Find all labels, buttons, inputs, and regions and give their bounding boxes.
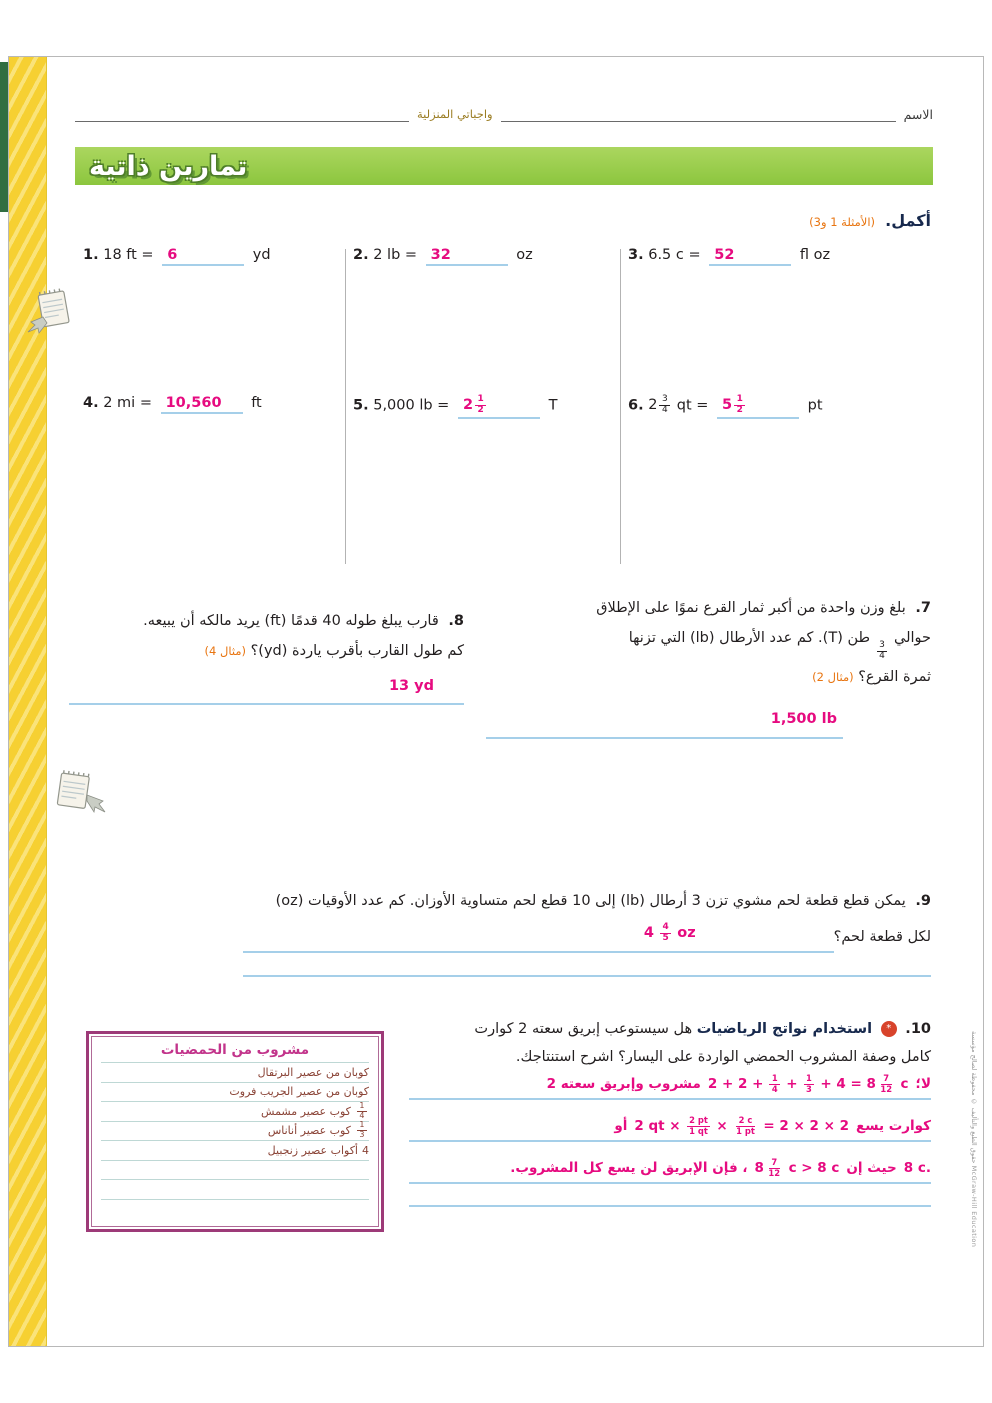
denominator: 1 pt: [736, 1125, 755, 1136]
recipe-item-text: كوبان من عصير الجريب فروت: [229, 1085, 369, 1099]
item-fraction: [357, 1121, 367, 1140]
problem-9: [86, 886, 931, 977]
math-text: 8 c.: [903, 1160, 931, 1176]
problem-7: [486, 593, 931, 739]
extra-answer-line: [243, 953, 931, 977]
answer-whole: 4: [643, 925, 654, 942]
answer-text: حيث إن: [846, 1160, 897, 1176]
answer-text: ، فإن الإبريق لن يسع كل المشروب.: [510, 1160, 748, 1176]
fraction: [804, 1074, 815, 1093]
answer-line-3: [409, 1157, 931, 1184]
denominator: 5: [662, 933, 669, 944]
recipe-item: [101, 1102, 369, 1122]
name-blank-line: [501, 108, 896, 122]
answer-unit: oz: [677, 925, 696, 942]
problem-expression: 2 mi =: [103, 395, 152, 411]
problem-number: 3.: [628, 247, 644, 263]
problem-expression: 6.5 c =: [648, 247, 701, 263]
problem-text-line: [486, 593, 931, 623]
denominator: 4: [879, 650, 885, 661]
numerator: 4: [660, 923, 671, 934]
answer-whole: 5: [722, 397, 733, 414]
math-text: c > 8 c: [788, 1160, 840, 1176]
notepad-icon: [23, 287, 75, 343]
answer-math: [634, 1116, 849, 1135]
numerator: 1: [357, 1121, 367, 1131]
numerator: 1: [475, 395, 486, 406]
problem-number: 1.: [83, 247, 99, 263]
problem-2: [353, 247, 533, 266]
item-fraction: [357, 1102, 367, 1121]
answer-blank: [717, 395, 799, 419]
numerator: 2 pt: [687, 1116, 711, 1126]
answer-blank: [243, 918, 834, 952]
fraction: [734, 1116, 758, 1135]
answer-value: 6: [167, 247, 178, 263]
unit-label: T: [548, 397, 558, 414]
denominator: 3: [806, 1083, 812, 1094]
worksheet-page: [8, 56, 984, 1347]
answer-fraction: [660, 923, 671, 944]
problem-text-line: [486, 623, 931, 661]
problem-number: 4.: [83, 395, 99, 411]
recipe-card: [86, 1031, 384, 1232]
numerator: 7: [881, 1074, 892, 1084]
answer-line-1: [409, 1073, 931, 1100]
problem-text-line: [401, 1043, 931, 1071]
math-text: + 4 = 8: [820, 1076, 876, 1092]
problem-text-line: [69, 606, 464, 636]
instruction-line: [809, 211, 931, 230]
answer-value: 1,500 lb: [770, 711, 837, 728]
math-text: 8: [754, 1160, 764, 1176]
recipe-item-text: أكواب عصير زنجبيل: [267, 1143, 358, 1157]
instruction-example-ref: (الأمثلة 1 و3): [809, 215, 876, 229]
answer-value: [722, 395, 747, 416]
denominator: 2: [736, 404, 743, 415]
answer-blank: [458, 395, 540, 419]
answer-text: كوارت يسع: [855, 1118, 931, 1134]
problem-text-line: [401, 1015, 931, 1043]
problem-expression: 2 lb =: [373, 247, 418, 263]
numerator: 1: [734, 395, 745, 406]
header-row: [75, 107, 933, 122]
answer-blank: [162, 247, 244, 266]
unit-label: fl oz: [799, 247, 831, 263]
math-text: 2 qt ×: [634, 1118, 681, 1134]
notepad-icon: [51, 769, 109, 825]
recipe-item: [101, 1063, 369, 1083]
section-title: تمارين ذاتية: [89, 150, 248, 182]
problem-text: قارب يبلغ طوله 40 قدمًا (ft) يريد مالكه أن يبيعه.: [143, 613, 439, 629]
numerator: 1: [769, 1074, 780, 1084]
section-banner: [75, 147, 933, 185]
recipe-item-text: كوب عصير أناناس: [267, 1124, 351, 1138]
problem-text: ثمرة القرع؟: [858, 668, 931, 685]
numerator: 7: [769, 1158, 780, 1168]
problem-8: [69, 606, 464, 705]
denominator: 12: [880, 1083, 893, 1094]
problem-text: لكل قطعة لحم؟: [833, 929, 931, 946]
numerator: 3: [659, 395, 670, 406]
answer-blank: [486, 704, 843, 738]
problem-number: 10.: [905, 1021, 931, 1037]
recipe-empty-line: [101, 1161, 369, 1181]
expression-rest: qt =: [676, 397, 709, 414]
fraction: [877, 641, 888, 662]
example-ref: (مثال 4): [204, 644, 246, 659]
recipe-card-inner: [91, 1036, 379, 1227]
problem-text: كم طول القارب بأقرب ياردة (yd)؟: [250, 643, 464, 660]
problem-expression: 18 ft =: [103, 247, 154, 263]
practice-label: استخدام نواتج الرياضيات: [696, 1021, 873, 1037]
problem-number: 9.: [915, 893, 931, 909]
fraction: [687, 1116, 711, 1135]
fraction: [878, 1074, 895, 1093]
math-practice-badge-icon: *: [881, 1021, 897, 1037]
denominator: 2: [477, 404, 484, 415]
problem-3: [628, 247, 830, 266]
answer-blank: [69, 671, 464, 705]
recipe-item-text: كوب عصير مشمش: [261, 1104, 351, 1118]
problem-1: [83, 247, 271, 266]
problem-text-line: [86, 886, 931, 916]
binding-stripe: [9, 57, 47, 1346]
name-label: الاسم: [903, 107, 933, 122]
answer-line-4-empty: [409, 1199, 931, 1207]
numerator: 3: [877, 641, 888, 652]
problem-text: حوالي: [894, 630, 931, 647]
problem-text-line: [69, 636, 464, 666]
answer-blank: [426, 247, 508, 266]
denominator: 12: [768, 1167, 781, 1178]
problem-text: بلغ وزن واحدة من أكبر ثمار القرع نموًا على الإطلاق: [596, 600, 906, 616]
header-blank-line: [75, 108, 409, 122]
problem-number: 5.: [353, 397, 369, 414]
answer-blank: [709, 247, 791, 266]
answer-math: [755, 1158, 840, 1177]
answer-math: [904, 1160, 931, 1176]
numerator: 1: [357, 1102, 367, 1112]
recipe-item: [101, 1083, 369, 1103]
problem-text: كامل وصفة المشروب الحمضي الواردة على اليسار؟ اشرح استنتاجك.: [515, 1049, 931, 1066]
unit-label: yd: [252, 247, 271, 263]
problem-number: 2.: [353, 247, 369, 263]
recipe-item: [101, 1141, 369, 1161]
denominator: 3: [359, 1130, 365, 1140]
answer-text: أو: [614, 1118, 628, 1134]
problem-number: 7.: [915, 600, 931, 616]
recipe-item-quantity: 4: [362, 1143, 369, 1157]
recipe-item-text: كوبان من عصير البرتقال: [257, 1065, 369, 1079]
problem-6: [628, 395, 823, 419]
problem-expression: [648, 395, 672, 416]
math-text: 2 + 2 +: [707, 1076, 764, 1092]
problem-5: [353, 395, 557, 419]
problem-number: 8.: [448, 613, 464, 629]
answer-line-2: [409, 1115, 931, 1142]
problem-4: [83, 395, 262, 414]
denominator: 4: [359, 1110, 365, 1120]
denominator: 1 qt: [689, 1125, 708, 1136]
denominator: 4: [771, 1083, 778, 1094]
answer-value: [644, 918, 696, 948]
problem-10-answers: [409, 1073, 931, 1222]
problem-text: طن (T). كم عدد الأرطال (lb) التي تزنها: [628, 630, 871, 647]
problem-10: [401, 1015, 931, 1072]
fraction: [769, 1074, 780, 1093]
problem-text: هل سيستوعب إبريق سعته 2 كوارت: [474, 1021, 693, 1037]
answer-value: 13 yd: [388, 677, 434, 694]
answer-text: لا؛: [915, 1076, 931, 1092]
recipe-empty-line: [101, 1200, 369, 1220]
answer-value: 10,560: [165, 395, 222, 411]
problem-number: 6.: [628, 397, 644, 414]
recipe-empty-line: [101, 1180, 369, 1200]
unit-label: ft: [251, 395, 262, 411]
expression-whole: 2: [648, 397, 658, 414]
answer-math: [708, 1074, 909, 1093]
answer-whole: 2: [462, 397, 474, 414]
answer-value: 52: [714, 247, 735, 263]
problem-expression: 5,000 lb =: [373, 397, 450, 414]
answer-fraction: [475, 395, 486, 416]
answer-text: مشروب وإبريق سعته 2: [546, 1076, 701, 1092]
example-ref: (مثال 2): [812, 669, 854, 684]
problem-text: يمكن قطع قطعة لحم مشوي تزن 3 أرطال (lb) إلى 10 قطع لحم متساوية الأوزان. كم عدد الأوقيات (oz): [275, 893, 906, 909]
numerator: 2 c: [736, 1116, 755, 1126]
answer-blank: [161, 395, 243, 414]
problem-answer-row: [86, 918, 931, 952]
recipe-item: [101, 1122, 369, 1142]
unit-label: pt: [807, 397, 823, 414]
problem-text-line: [486, 662, 931, 692]
recipe-title: مشروب من الحمضيات: [101, 1042, 369, 1063]
answer-fraction: [734, 395, 745, 416]
answer-value: [463, 395, 488, 416]
math-text: = 2 × 2 × 2: [763, 1118, 849, 1134]
expression-fraction: [659, 395, 670, 416]
numerator: 1: [804, 1074, 815, 1084]
math-text: ×: [716, 1118, 728, 1134]
answer-value: 32: [430, 247, 451, 263]
homework-label: واجباتي المنزلية: [417, 107, 493, 121]
copyright-vertical-text: حقوق الطبع والتأليف © محفوظة لصالح مؤسسة McGraw-Hill Education: [970, 1031, 978, 1248]
column-divider: [345, 249, 346, 564]
math-text: c: [900, 1076, 909, 1092]
instruction-verb: أكمل.: [885, 211, 931, 230]
denominator: 4: [661, 404, 668, 415]
column-divider: [620, 249, 621, 564]
unit-label: oz: [516, 247, 533, 263]
fraction: [766, 1158, 783, 1177]
math-text: +: [786, 1076, 798, 1092]
